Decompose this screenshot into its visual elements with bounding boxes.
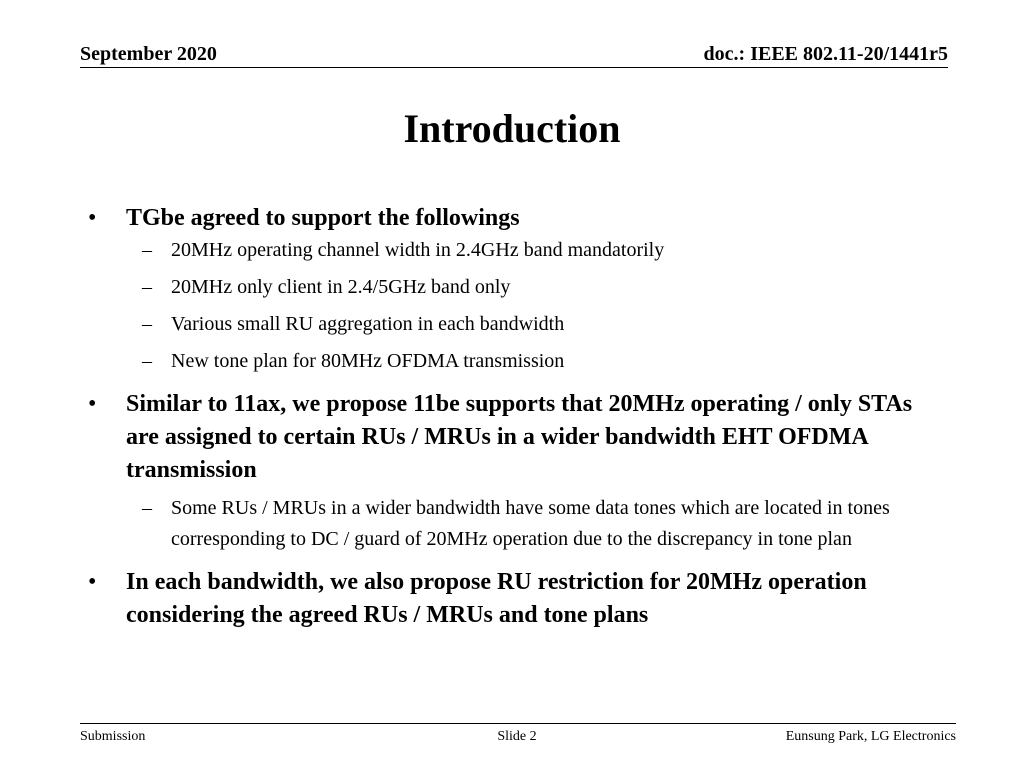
sub-bullet-text: Various small RU aggregation in each bandwidth: [171, 313, 565, 335]
bullet-text: In each bandwidth, we also propose RU restriction for 20MHz operation considering the agreed RUs / MRUs and tone plans: [126, 569, 867, 628]
sub-bullet-marker: –: [142, 497, 152, 519]
sub-bullet-item: [142, 235, 941, 266]
bullet-item: [88, 388, 936, 487]
sub-bullet-marker: –: [142, 239, 152, 261]
bullet-text: Similar to 11ax, we propose 11be supports that 20MHz operating / only STAs are assigned to certain RUs / MRUs in a wider bandwidth EHT OFDMA transmission: [126, 391, 913, 483]
bullet-item: [88, 566, 936, 632]
footer-slide-number: Slide 2: [497, 729, 537, 744]
sub-bullet-item: [142, 272, 941, 303]
bullet-marker: •: [88, 569, 97, 595]
sub-bullet-text: Some RUs / MRUs in a wider bandwidth have some data tones which are located in tones corresponding to DC / guard of 20MHz operation due to the discrepancy in tone plan: [171, 497, 890, 550]
sub-bullet-text: 20MHz operating channel width in 2.4GHz band mandatorily: [171, 239, 665, 261]
footer-author: Eunsung Park, LG Electronics: [785, 729, 956, 744]
bullet-marker: •: [88, 391, 97, 417]
footer-submission: Submission: [80, 729, 146, 744]
header-date: September 2020: [80, 43, 217, 65]
header-doc-id: doc.: IEEE 802.11-20/1441r5: [703, 43, 948, 65]
sub-bullet-marker: –: [142, 276, 152, 298]
sub-bullet-marker: –: [142, 350, 152, 372]
header-divider: [80, 67, 948, 68]
bullet-text: TGbe agreed to support the followings: [126, 205, 520, 231]
sub-bullet-marker: –: [142, 313, 152, 335]
slide-content: [0, 202, 1024, 632]
bullet-marker: •: [88, 205, 97, 231]
sub-bullet-item: [142, 346, 941, 377]
sub-bullet-item: [142, 493, 941, 555]
bullet-item: [88, 202, 936, 235]
sub-bullet-text: New tone plan for 80MHz OFDMA transmission: [171, 350, 565, 372]
sub-bullet-text: 20MHz only client in 2.4/5GHz band only: [171, 276, 511, 298]
sub-bullet-item: [142, 309, 941, 340]
footer-divider: [80, 723, 956, 724]
slide-title: Introduction: [403, 106, 621, 151]
